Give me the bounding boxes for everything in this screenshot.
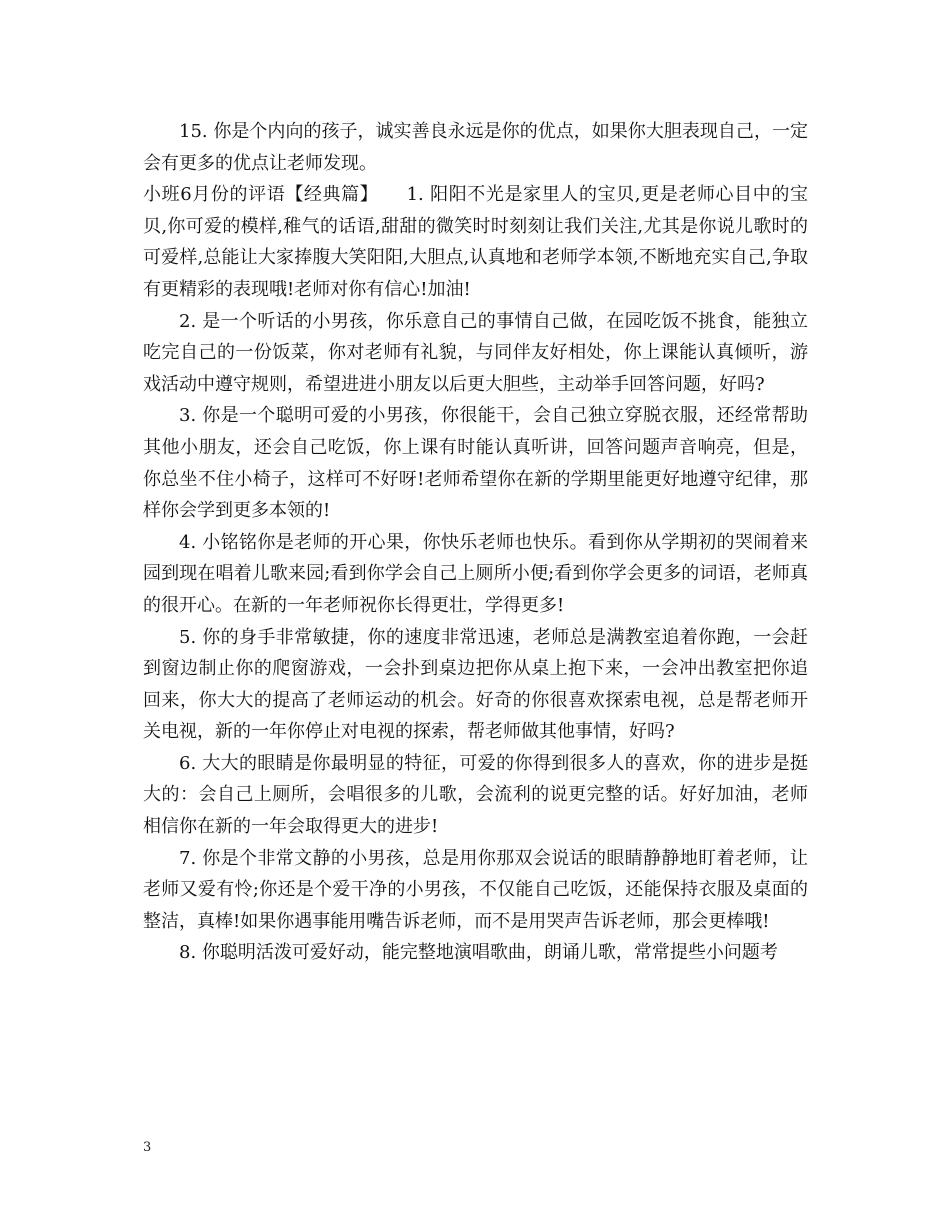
paragraph-8: 8. 你聪明活泼可爱好动，能完整地演唱歌曲，朗诵儿歌，常常提些小问题考: [179, 942, 778, 964]
page-number: 3: [143, 1140, 152, 1155]
paragraph-5: 5. 你的身手非常敏捷，你的速度非常迅速，老师总是满教室追着你跑，一会赶到窗边制止你的爬窗游戏，一会扑到桌边把你从桌上抱下来，一会冲出教室把你追回来，你大大的提高了老师运动的机会。好奇的你很喜欢探索电视，总是帮老师开关电视，新的一年你停止对电视的探索，帮老师做其他事情，好吗?: [143, 626, 808, 743]
paragraph-6: 6. 大大的眼睛是你最明显的特征，可爱的你得到很多人的喜欢，你的进步是挺大的：会自己上厕所，会唱很多的儿歌，会流利的说更完整的话。好好加油，老师相信你在新的一年会取得更大的进步!: [143, 752, 808, 838]
paragraph-7: 7. 你是个非常文静的小男孩，总是用你那双会说话的眼睛静静地盯着老师，让老师又爱有怜;你还是个爱干净的小男孩，不仅能自己吃饭，还能保持衣服及桌面的整洁，真棒!如果你遇事能用嘴告诉老师，而不是用哭声告诉老师，那会更棒哦!: [143, 847, 808, 932]
paragraph-3: 3. 你是一个聪明可爱的小男孩，你很能干，会自己独立穿脱衣服，还经常帮助其他小朋友，还会自己吃饭，你上课有时能认真听讲，回答问题声音响亮，但是，你总坐不住小椅子，这样可不好呀!老师希望你在新的学期里能更好地遵守纪律，那样你会学到更多本领的!: [143, 405, 808, 522]
paragraph-2: 2. 是一个听话的小男孩，你乐意自己的事情自己做，在园吃饭不挑食，能独立吃完自己的一份饭菜，你对老师有礼貌，与同伴友好相处，你上课能认真倾听，游戏活动中遵守规则，希望进进小朋友以后更大胆些，主动举手回答问题，好吗?: [143, 310, 808, 395]
paragraph-15: 15. 你是个内向的孩子，诚实善良永远是你的优点，如果你大胆表现自己，一定会有更多的优点让老师发现。: [143, 121, 808, 174]
document-body: [143, 116, 808, 969]
paragraph-4: 4. 小铭铭你是老师的开心果，你快乐老师也快乐。看到你从学期初的哭闹着来园到现在唱着儿歌来园;看到你学会自己上厕所小便;看到你学会更多的词语，老师真的很开心。在新的一年老师祝你长得更壮，学得更多!: [143, 531, 808, 616]
paragraph-section-heading-1: 小班6月份的评语【经典篇】 1. 阳阳不光是家里人的宝贝,更是老师心目中的宝贝,你可爱的模样,稚气的话语,甜甜的微笑时时刻刻让我们关注,尤其是你说儿歌时的可爱样,总能让大家捧腹大笑阳阳,大胆点,认真地和老师学本领,不断地充实自己,争取有更精彩的表现哦!老师对你有信心!加油!: [143, 184, 808, 300]
